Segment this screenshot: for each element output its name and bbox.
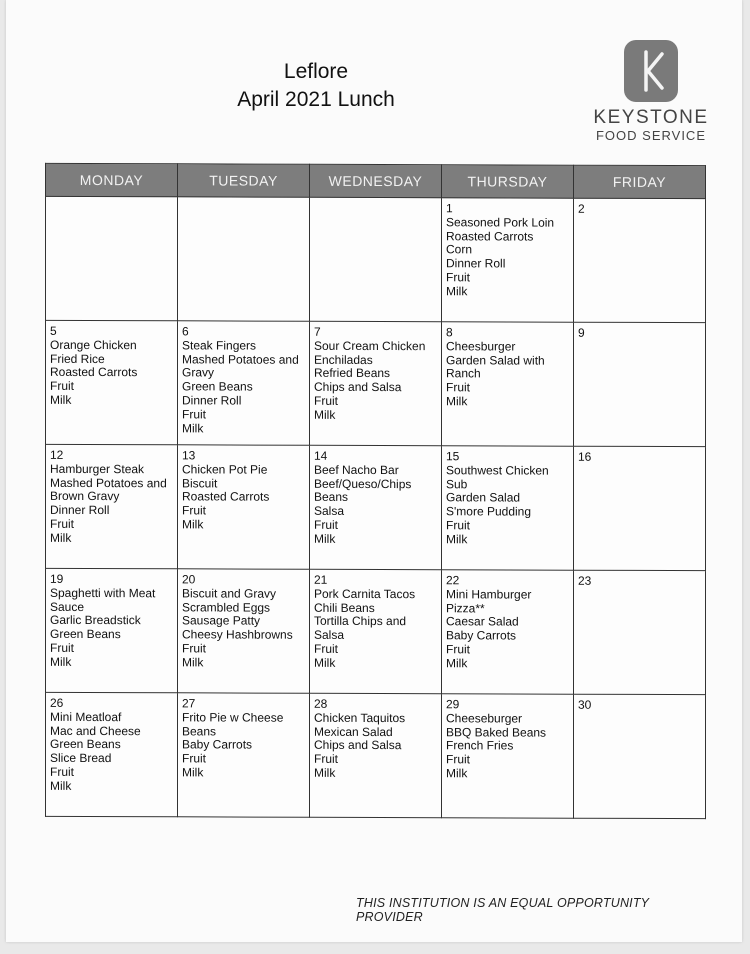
day-number: 28 <box>314 696 328 711</box>
menu-item: Milk <box>50 654 72 669</box>
menu-item: Pizza** <box>446 600 485 615</box>
weekday-header: THURSDAY <box>442 165 574 198</box>
menu-item: Chicken Pot Pie <box>182 462 268 477</box>
menu-item: Cheesy Hashbrowns <box>182 627 293 642</box>
day-number: 1 <box>446 201 453 216</box>
menu-item: Chips and Salsa <box>314 379 402 395</box>
menu-item: Chips and Salsa <box>314 738 402 753</box>
menu-item: Beef/Queso/Chips <box>314 476 412 491</box>
day-number: 13 <box>182 448 196 463</box>
day-cell <box>442 570 574 694</box>
day-number: 19 <box>50 571 64 586</box>
menu-item: Fruit <box>50 379 74 394</box>
day-number: 27 <box>182 696 196 711</box>
menu-item: Chili Beans <box>314 600 375 615</box>
menu-item: Fruit <box>182 641 206 656</box>
brand-name <box>586 108 716 144</box>
menu-item: Milk <box>446 394 468 409</box>
menu-page <box>6 0 742 942</box>
menu-item: Frito Pie w Cheese Beans <box>182 710 284 739</box>
day-cell <box>46 568 178 692</box>
day-number: 5 <box>50 323 57 338</box>
day-cell <box>46 320 178 444</box>
week-row <box>46 692 706 818</box>
menu-item: Fruit <box>446 518 470 533</box>
day-cell <box>178 569 310 693</box>
menu-item: Baby Carrots <box>446 628 517 643</box>
day-cell <box>442 322 574 446</box>
day-cell <box>310 445 442 569</box>
day-number: 14 <box>314 448 328 463</box>
menu-item: Sausage Patty <box>182 613 261 628</box>
menu-item: Fruit <box>182 751 206 766</box>
day-cell <box>46 692 178 816</box>
equal-opportunity-statement: THIS INSTITUTION IS AN EQUAL OPPORTUNITY PROVIDER <box>356 896 649 924</box>
menu-item: Milk <box>182 765 204 780</box>
menu-item: French Fries <box>446 738 514 753</box>
page-title <box>206 58 426 114</box>
menu-item: S'more Pudding <box>446 504 532 519</box>
menu-item: Slice Bread <box>50 751 112 766</box>
menu-item: Dinner Roll <box>182 393 242 408</box>
menu-item: Milk <box>446 284 468 299</box>
menu-item: Orange Chicken <box>50 337 137 352</box>
menu-item: Hamburger Steak <box>50 461 145 476</box>
menu-item: Garden Salad <box>446 490 521 505</box>
day-number: 30 <box>578 697 592 712</box>
menu-item: Fruit <box>182 503 206 518</box>
menu-item: Southwest Chicken Sub <box>446 463 549 491</box>
day-number: 21 <box>314 572 328 587</box>
menu-item: Milk <box>314 655 336 670</box>
day-cell <box>442 198 574 322</box>
menu-item: Green Beans <box>182 379 253 394</box>
day-cell <box>574 198 706 322</box>
menu-item: Fried Rice <box>50 351 105 366</box>
menu-item: Roasted Carrots <box>50 365 138 380</box>
day-cell <box>178 445 310 569</box>
weekday-header: FRIDAY <box>574 165 706 198</box>
day-number: 29 <box>446 697 460 712</box>
menu-item: Baby Carrots <box>182 737 253 752</box>
menu-item: Fruit <box>50 764 74 779</box>
menu-item: Scrambled Eggs <box>182 599 271 615</box>
day-number: 15 <box>446 449 460 464</box>
menu-item: Fruit <box>50 516 74 531</box>
menu-item: Green Beans <box>50 737 121 752</box>
menu-item: Refried Beans <box>314 366 391 381</box>
menu-item: Garden Salad with Ranch <box>446 352 545 381</box>
menu-item: Beans <box>314 490 349 505</box>
day-cell <box>310 693 442 817</box>
day-number: 23 <box>578 573 592 588</box>
day-cell <box>574 322 706 446</box>
weekday-header: MONDAY <box>46 163 178 196</box>
day-number: 2 <box>578 201 585 216</box>
menu-item: Milk <box>182 655 204 670</box>
menu-item: Mashed Potatoes and Gravy <box>182 351 299 380</box>
menu-item: Mini Meatloaf <box>50 709 122 724</box>
day-number: 6 <box>182 324 189 339</box>
menu-item: Mashed Potatoes and Brown Gravy <box>50 475 167 504</box>
menu-item: Fruit <box>446 642 470 657</box>
menu-item: Green Beans <box>50 627 121 642</box>
menu-calendar <box>45 163 706 819</box>
menu-item: Pork Carnita Tacos <box>314 586 416 601</box>
day-cell <box>574 694 706 818</box>
menu-item: Mac and Cheese <box>50 723 141 738</box>
menu-item: Beef Nacho Bar <box>314 462 399 477</box>
menu-item: Mini Hamburger <box>446 587 532 602</box>
menu-item: Milk <box>50 530 72 545</box>
calendar-body <box>46 196 706 818</box>
day-number: 16 <box>578 449 592 464</box>
day-cell <box>310 569 442 693</box>
menu-item: Corn <box>446 242 473 257</box>
menu-item: BBQ Baked Beans <box>446 724 547 740</box>
menu-item: Milk <box>446 766 468 781</box>
menu-item: Roasted Carrots <box>446 228 534 244</box>
day-number: 9 <box>578 325 585 340</box>
menu-item: Roasted Carrots <box>182 489 270 505</box>
menu-item: Fruit <box>314 641 338 656</box>
menu-item: Garlic Breadstick <box>50 613 141 628</box>
day-number: 12 <box>50 447 64 462</box>
menu-item: Tortilla Chips and Salsa <box>314 614 407 643</box>
day-cell <box>46 196 178 320</box>
weekday-header: TUESDAY <box>178 164 310 197</box>
weekday-header-row <box>46 163 706 198</box>
menu-item: Salsa <box>314 503 345 519</box>
brand-name-line1: KEYSTONE <box>593 107 709 128</box>
menu-item: Milk <box>182 420 204 435</box>
menu-item: Milk <box>314 765 336 780</box>
menu-item: Steak Fingers <box>182 338 257 353</box>
day-cell <box>574 570 706 694</box>
menu-item: Milk <box>314 531 336 546</box>
menu-item: Cheesburger <box>446 339 516 354</box>
week-row <box>46 568 706 694</box>
keystone-logo-icon <box>624 40 678 102</box>
day-cell <box>442 694 574 818</box>
week-row <box>46 444 706 570</box>
menu-item: Dinner Roll <box>50 503 110 518</box>
menu-item: Biscuit <box>182 475 218 491</box>
menu-item: Seasoned Pork Loin <box>446 215 555 230</box>
menu-item: Cheeseburger <box>446 711 523 726</box>
day-number: 7 <box>314 324 321 339</box>
menu-item: Milk <box>50 778 72 793</box>
menu-item: Caesar Salad <box>446 614 519 629</box>
menu-item: Fruit <box>314 517 338 532</box>
menu-item: Fruit <box>314 393 338 408</box>
menu-item: Fruit <box>182 407 206 422</box>
day-number: 26 <box>50 695 64 710</box>
menu-item: Milk <box>446 532 468 547</box>
school-name: Leflore <box>283 60 349 83</box>
menu-item: Mexican Salad <box>314 724 393 739</box>
menu-item: Sour Cream Chicken Enchiladas <box>314 338 426 367</box>
menu-item: Milk <box>182 517 204 532</box>
day-number: 20 <box>182 572 196 587</box>
day-number: 22 <box>446 573 460 588</box>
day-cell <box>574 446 706 570</box>
brand-name-line2: FOOD SERVICE <box>595 128 706 143</box>
day-cell <box>310 197 442 321</box>
day-cell <box>178 693 310 817</box>
menu-item: Fruit <box>314 751 338 767</box>
week-row <box>46 320 706 446</box>
menu-item: Fruit <box>446 380 470 395</box>
calendar-table <box>45 163 706 819</box>
month-title: April 2021 Lunch <box>237 88 395 111</box>
menu-item: Dinner Roll <box>446 256 506 271</box>
weekday-header: WEDNESDAY <box>310 164 442 197</box>
day-cell <box>178 197 310 321</box>
menu-item: Chicken Taquitos <box>314 710 406 725</box>
day-number: 8 <box>446 325 453 340</box>
day-cell <box>310 321 442 445</box>
menu-item: Milk <box>50 392 72 407</box>
menu-item: Milk <box>314 407 336 422</box>
menu-item: Milk <box>446 656 468 671</box>
menu-item: Fruit <box>50 640 74 655</box>
menu-item: Fruit <box>446 752 470 767</box>
menu-item: Fruit <box>446 270 470 285</box>
menu-item: Spaghetti with Meat Sauce <box>50 585 156 614</box>
day-cell <box>46 444 178 568</box>
day-cell <box>178 321 310 445</box>
week-row <box>46 196 706 322</box>
day-cell <box>442 446 574 570</box>
menu-item: Biscuit and Gravy <box>182 586 277 601</box>
